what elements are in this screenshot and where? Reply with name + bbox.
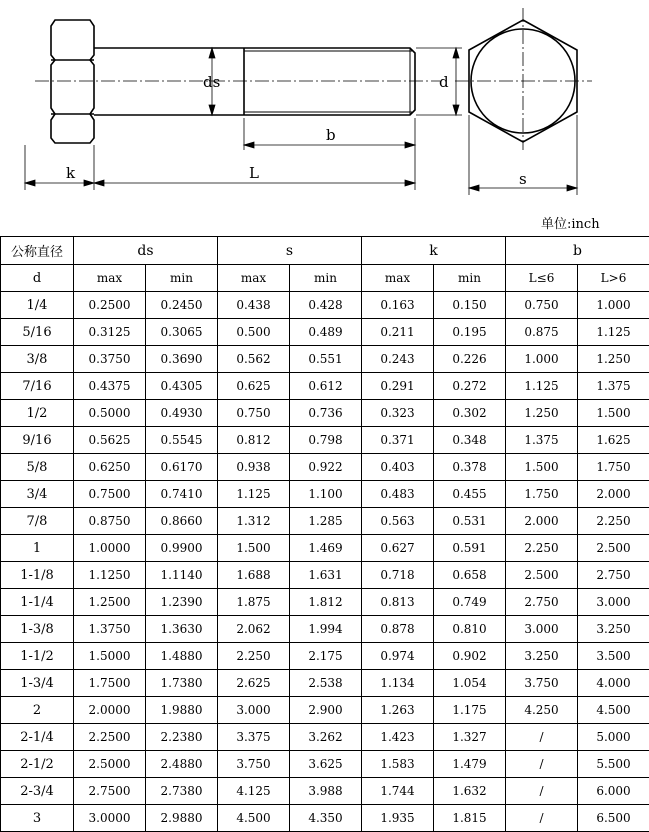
- value-cell: 3.625: [290, 751, 362, 778]
- table-header-row-2: [1, 265, 649, 292]
- value-cell: 1.875: [218, 589, 290, 616]
- value-cell: 0.878: [362, 616, 434, 643]
- value-cell: 3.375: [218, 724, 290, 751]
- value-cell: 1.125: [506, 373, 578, 400]
- value-cell: 1.469: [290, 535, 362, 562]
- nominal-size-cell: 1-3/4: [1, 670, 74, 697]
- value-cell: 1.750: [506, 481, 578, 508]
- bolt-shank: [94, 48, 415, 115]
- table-row: [1, 508, 649, 535]
- nominal-size-cell: 2-1/2: [1, 751, 74, 778]
- value-cell: 3.250: [506, 643, 578, 670]
- nominal-size-cell: 5/16: [1, 319, 74, 346]
- table-row: [1, 319, 649, 346]
- value-cell: 1.263: [362, 697, 434, 724]
- value-cell: 1.054: [434, 670, 506, 697]
- table-header-row-1: [1, 237, 649, 265]
- value-cell: 2.500: [578, 535, 649, 562]
- value-cell: 0.551: [290, 346, 362, 373]
- value-cell: 3.750: [218, 751, 290, 778]
- value-cell: 0.7410: [146, 481, 218, 508]
- value-cell: 2.250: [578, 508, 649, 535]
- value-cell: 0.489: [290, 319, 362, 346]
- value-cell: 2.750: [578, 562, 649, 589]
- value-cell: 2.500: [506, 562, 578, 589]
- value-cell: 1.500: [506, 454, 578, 481]
- value-cell: 0.3065: [146, 319, 218, 346]
- value-cell: 2.7380: [146, 778, 218, 805]
- value-cell: 1.285: [290, 508, 362, 535]
- nominal-size-cell: 1-1/4: [1, 589, 74, 616]
- nominal-size-cell: 1/2: [1, 400, 74, 427]
- value-cell: 3.988: [290, 778, 362, 805]
- table-row: [1, 454, 649, 481]
- value-cell: 1.250: [506, 400, 578, 427]
- table-row: [1, 373, 649, 400]
- value-cell: 1.3630: [146, 616, 218, 643]
- value-cell: 2.2380: [146, 724, 218, 751]
- value-cell: /: [506, 805, 578, 832]
- table-row: [1, 697, 649, 724]
- value-cell: 1.688: [218, 562, 290, 589]
- spec-table: [0, 236, 649, 832]
- value-cell: 0.5545: [146, 427, 218, 454]
- value-cell: 1.625: [578, 427, 649, 454]
- value-cell: 0.371: [362, 427, 434, 454]
- value-cell: 6.000: [578, 778, 649, 805]
- value-cell: 0.226: [434, 346, 506, 373]
- value-cell: 0.150: [434, 292, 506, 319]
- table-row: [1, 589, 649, 616]
- value-cell: 2.5000: [74, 751, 146, 778]
- value-cell: 1.175: [434, 697, 506, 724]
- value-cell: 2.250: [218, 643, 290, 670]
- value-cell: /: [506, 751, 578, 778]
- value-cell: 0.750: [218, 400, 290, 427]
- value-cell: 2.062: [218, 616, 290, 643]
- value-cell: 2.000: [578, 481, 649, 508]
- value-cell: 0.272: [434, 373, 506, 400]
- nominal-size-cell: 3/8: [1, 346, 74, 373]
- value-cell: 2.900: [290, 697, 362, 724]
- value-cell: 1.815: [434, 805, 506, 832]
- sub-k-min: min: [434, 265, 506, 292]
- nominal-size-cell: 5/8: [1, 454, 74, 481]
- value-cell: 1.7500: [74, 670, 146, 697]
- table-row: [1, 670, 649, 697]
- nominal-size-cell: 1: [1, 535, 74, 562]
- value-cell: 1.4880: [146, 643, 218, 670]
- nominal-size-cell: 7/8: [1, 508, 74, 535]
- value-cell: 3.750: [506, 670, 578, 697]
- value-cell: 0.922: [290, 454, 362, 481]
- value-cell: 0.211: [362, 319, 434, 346]
- value-cell: 1.2390: [146, 589, 218, 616]
- value-cell: 0.627: [362, 535, 434, 562]
- value-cell: 2.4880: [146, 751, 218, 778]
- value-cell: 2.9880: [146, 805, 218, 832]
- value-cell: 0.875: [506, 319, 578, 346]
- value-cell: 1.375: [578, 373, 649, 400]
- value-cell: 2.175: [290, 643, 362, 670]
- value-cell: 3.000: [218, 697, 290, 724]
- nominal-size-cell: 3/4: [1, 481, 74, 508]
- value-cell: 0.3750: [74, 346, 146, 373]
- value-cell: 1.812: [290, 589, 362, 616]
- value-cell: 0.563: [362, 508, 434, 535]
- value-cell: 3.262: [290, 724, 362, 751]
- value-cell: 0.902: [434, 643, 506, 670]
- value-cell: 3.500: [578, 643, 649, 670]
- value-cell: 0.5000: [74, 400, 146, 427]
- value-cell: 0.2450: [146, 292, 218, 319]
- value-cell: 1.125: [218, 481, 290, 508]
- value-cell: 1.134: [362, 670, 434, 697]
- value-cell: 0.974: [362, 643, 434, 670]
- value-cell: 6.500: [578, 805, 649, 832]
- value-cell: 0.625: [218, 373, 290, 400]
- value-cell: 2.750: [506, 589, 578, 616]
- table-row: [1, 292, 649, 319]
- value-cell: 1.583: [362, 751, 434, 778]
- value-cell: 0.591: [434, 535, 506, 562]
- value-cell: 0.812: [218, 427, 290, 454]
- value-cell: 1.1140: [146, 562, 218, 589]
- header-b: b: [506, 237, 649, 265]
- value-cell: 1.632: [434, 778, 506, 805]
- value-cell: 4.350: [290, 805, 362, 832]
- value-cell: 1.1250: [74, 562, 146, 589]
- value-cell: 1.0000: [74, 535, 146, 562]
- value-cell: 0.195: [434, 319, 506, 346]
- sub-ds-min: min: [146, 265, 218, 292]
- table-row: [1, 535, 649, 562]
- value-cell: 4.125: [218, 778, 290, 805]
- value-cell: 1.423: [362, 724, 434, 751]
- sub-b-long: L>6: [578, 265, 649, 292]
- value-cell: 0.6170: [146, 454, 218, 481]
- value-cell: 1.000: [578, 292, 649, 319]
- value-cell: 0.243: [362, 346, 434, 373]
- value-cell: 0.428: [290, 292, 362, 319]
- value-cell: 0.455: [434, 481, 506, 508]
- sub-s-min: min: [290, 265, 362, 292]
- table-row: [1, 724, 649, 751]
- value-cell: 2.625: [218, 670, 290, 697]
- value-cell: 3.0000: [74, 805, 146, 832]
- value-cell: 2.250: [506, 535, 578, 562]
- sub-s-max: max: [218, 265, 290, 292]
- value-cell: 1.500: [218, 535, 290, 562]
- value-cell: 1.500: [578, 400, 649, 427]
- nominal-size-cell: 9/16: [1, 427, 74, 454]
- value-cell: 0.378: [434, 454, 506, 481]
- nominal-size-cell: 1-3/8: [1, 616, 74, 643]
- value-cell: 0.736: [290, 400, 362, 427]
- unit-label: 单位:inch: [541, 213, 600, 232]
- header-k: k: [362, 237, 506, 265]
- value-cell: 0.718: [362, 562, 434, 589]
- value-cell: 0.749: [434, 589, 506, 616]
- value-cell: 1.479: [434, 751, 506, 778]
- value-cell: 0.7500: [74, 481, 146, 508]
- value-cell: 1.250: [578, 346, 649, 373]
- table-row: [1, 643, 649, 670]
- value-cell: 1.9880: [146, 697, 218, 724]
- bolt-drawing: [0, 0, 649, 205]
- value-cell: 1.5000: [74, 643, 146, 670]
- nominal-size-cell: 1-1/8: [1, 562, 74, 589]
- value-cell: 2.2500: [74, 724, 146, 751]
- table-row: [1, 562, 649, 589]
- value-cell: 2.000: [506, 508, 578, 535]
- value-cell: /: [506, 778, 578, 805]
- value-cell: 2.7500: [74, 778, 146, 805]
- label-L: L: [249, 164, 259, 182]
- value-cell: /: [506, 724, 578, 751]
- value-cell: 0.4375: [74, 373, 146, 400]
- value-cell: 1.3750: [74, 616, 146, 643]
- value-cell: 0.658: [434, 562, 506, 589]
- value-cell: 0.798: [290, 427, 362, 454]
- value-cell: 0.938: [218, 454, 290, 481]
- value-cell: 0.813: [362, 589, 434, 616]
- nominal-size-cell: 2-3/4: [1, 778, 74, 805]
- value-cell: 0.8750: [74, 508, 146, 535]
- value-cell: 1.375: [506, 427, 578, 454]
- nominal-size-cell: 7/16: [1, 373, 74, 400]
- label-s: s: [519, 170, 527, 188]
- value-cell: 3.000: [506, 616, 578, 643]
- sub-b-short: L≤6: [506, 265, 578, 292]
- value-cell: 1.750: [578, 454, 649, 481]
- value-cell: 2.538: [290, 670, 362, 697]
- value-cell: 1.100: [290, 481, 362, 508]
- table-row: [1, 805, 649, 832]
- header-s: s: [218, 237, 362, 265]
- value-cell: 0.562: [218, 346, 290, 373]
- value-cell: 4.250: [506, 697, 578, 724]
- nominal-size-cell: 2: [1, 697, 74, 724]
- nominal-size-cell: 1-1/2: [1, 643, 74, 670]
- value-cell: 4.500: [578, 697, 649, 724]
- header-nominal: 公称直径: [1, 237, 74, 265]
- table-row: [1, 751, 649, 778]
- value-cell: 0.438: [218, 292, 290, 319]
- value-cell: 1.935: [362, 805, 434, 832]
- label-ds: ds: [203, 73, 220, 91]
- value-cell: 0.483: [362, 481, 434, 508]
- bolt-head-side: [51, 20, 94, 143]
- value-cell: 1.125: [578, 319, 649, 346]
- sub-ds-max: max: [74, 265, 146, 292]
- value-cell: 1.000: [506, 346, 578, 373]
- value-cell: 0.9900: [146, 535, 218, 562]
- value-cell: 0.403: [362, 454, 434, 481]
- value-cell: 2.0000: [74, 697, 146, 724]
- value-cell: 1.7380: [146, 670, 218, 697]
- table-row: [1, 427, 649, 454]
- value-cell: 5.000: [578, 724, 649, 751]
- value-cell: 0.302: [434, 400, 506, 427]
- value-cell: 0.4305: [146, 373, 218, 400]
- value-cell: 3.250: [578, 616, 649, 643]
- value-cell: 0.323: [362, 400, 434, 427]
- table-row: [1, 481, 649, 508]
- label-k: k: [66, 164, 76, 182]
- value-cell: 1.2500: [74, 589, 146, 616]
- value-cell: 4.000: [578, 670, 649, 697]
- value-cell: 0.6250: [74, 454, 146, 481]
- value-cell: 0.500: [218, 319, 290, 346]
- value-cell: 0.163: [362, 292, 434, 319]
- nominal-size-cell: 1/4: [1, 292, 74, 319]
- value-cell: 0.612: [290, 373, 362, 400]
- value-cell: 0.3690: [146, 346, 218, 373]
- value-cell: 0.531: [434, 508, 506, 535]
- value-cell: 0.2500: [74, 292, 146, 319]
- header-d: d: [1, 265, 74, 292]
- label-d: d: [439, 73, 449, 91]
- value-cell: 5.500: [578, 751, 649, 778]
- value-cell: 0.348: [434, 427, 506, 454]
- table-row: [1, 400, 649, 427]
- value-cell: 1.744: [362, 778, 434, 805]
- table-row: [1, 346, 649, 373]
- nominal-size-cell: 3: [1, 805, 74, 832]
- value-cell: 4.500: [218, 805, 290, 832]
- sub-k-max: max: [362, 265, 434, 292]
- value-cell: 0.3125: [74, 319, 146, 346]
- value-cell: 0.4930: [146, 400, 218, 427]
- value-cell: 0.291: [362, 373, 434, 400]
- value-cell: 0.5625: [74, 427, 146, 454]
- table-row: [1, 616, 649, 643]
- table-row: [1, 778, 649, 805]
- value-cell: 0.8660: [146, 508, 218, 535]
- value-cell: 1.327: [434, 724, 506, 751]
- label-b: b: [326, 126, 336, 144]
- nominal-size-cell: 2-1/4: [1, 724, 74, 751]
- value-cell: 0.810: [434, 616, 506, 643]
- value-cell: 1.631: [290, 562, 362, 589]
- value-cell: 0.750: [506, 292, 578, 319]
- header-ds: ds: [74, 237, 218, 265]
- value-cell: 1.994: [290, 616, 362, 643]
- value-cell: 3.000: [578, 589, 649, 616]
- value-cell: 1.312: [218, 508, 290, 535]
